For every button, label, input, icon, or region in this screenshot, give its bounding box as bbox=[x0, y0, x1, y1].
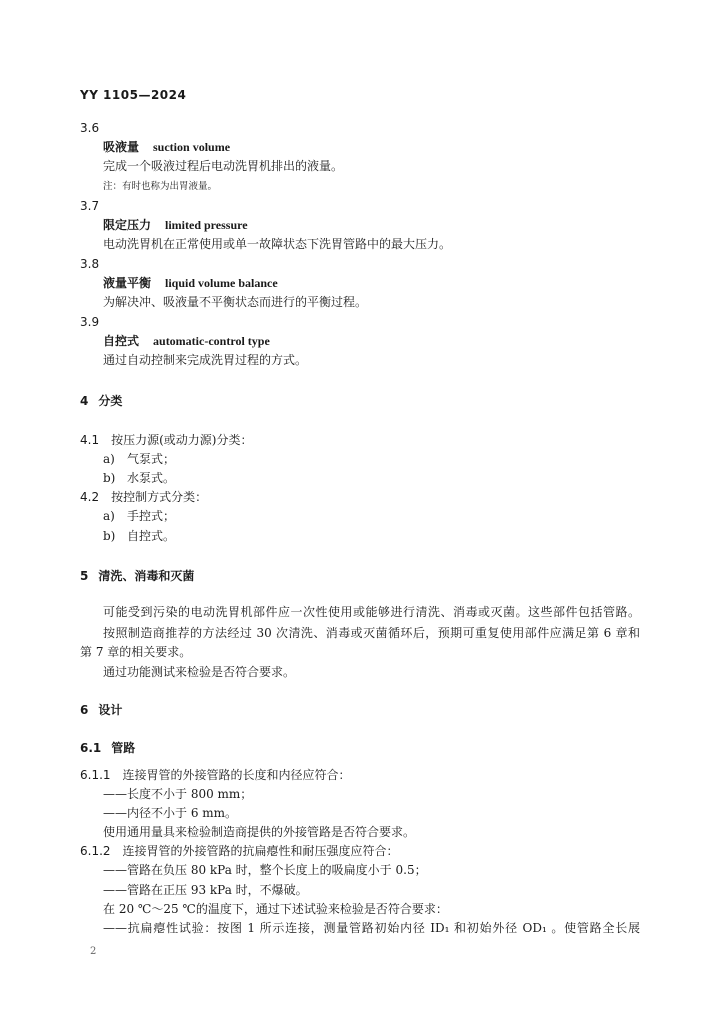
section-number: 6 bbox=[80, 703, 89, 717]
term-en: limited pressure bbox=[165, 218, 248, 232]
paragraph: 可能受到污染的电动洗胃机部件应一次性使用或能够进行清洗、消毒或灭菌。这些部件包括管路。 bbox=[103, 605, 640, 619]
list-item-text: 手控式； bbox=[127, 509, 176, 523]
subsection-heading bbox=[80, 740, 135, 756]
section-number: 4 bbox=[80, 394, 89, 408]
term-heading bbox=[103, 217, 248, 233]
section-title: 设计 bbox=[98, 703, 123, 717]
subsection-title: 管路 bbox=[111, 741, 136, 755]
clause-text: 连接胃管的外接管路的长度和内径应符合： bbox=[122, 768, 351, 782]
subsection-number: 6.1 bbox=[80, 741, 102, 755]
list-item-label: b) bbox=[103, 529, 116, 543]
list-item bbox=[103, 528, 175, 544]
term-definition: 为解决冲、吸液量不平衡状态而进行的平衡过程。 bbox=[103, 295, 368, 309]
section-title: 分类 bbox=[98, 394, 123, 408]
paragraph: 通过功能测试来检验是否符合要求。 bbox=[103, 665, 296, 679]
term-number: 3.7 bbox=[80, 199, 100, 213]
term-zh: 吸液量 bbox=[103, 140, 140, 154]
clause bbox=[80, 843, 399, 859]
list-item-text: 自控式。 bbox=[127, 529, 176, 543]
term-zh: 液量平衡 bbox=[103, 276, 152, 290]
clause-number: 4.1 bbox=[80, 433, 100, 447]
term-en: liquid volume balance bbox=[165, 276, 278, 290]
term-zh: 限定压力 bbox=[103, 218, 152, 232]
clause-number: 6.1.2 bbox=[80, 844, 111, 858]
clause bbox=[80, 489, 207, 505]
list-item bbox=[103, 451, 175, 467]
term-number: 3.9 bbox=[80, 315, 100, 329]
term-zh: 自控式 bbox=[103, 334, 140, 348]
section-heading bbox=[80, 393, 122, 409]
dash-item: ——内径不小于 6 mm。 bbox=[103, 806, 238, 820]
term-heading bbox=[103, 139, 230, 155]
verification-text: 在 20 ℃～25 ℃的温度下，通过下述试验来检验是否符合要求： bbox=[103, 902, 448, 916]
verification-text: 使用通用量具来检验制造商提供的外接管路是否符合要求。 bbox=[103, 825, 416, 839]
clause bbox=[80, 432, 252, 448]
dash-item: ——长度不小于 800 mm； bbox=[103, 787, 253, 801]
term-definition: 电动洗胃机在正常使用或单一故障状态下洗胃管路中的最大压力。 bbox=[103, 237, 452, 251]
list-item-label: a) bbox=[103, 452, 115, 466]
dash-item: ——管路在正压 93 kPa 时，不爆破。 bbox=[103, 883, 308, 897]
term-heading bbox=[103, 333, 270, 349]
list-item-label: a) bbox=[103, 509, 115, 523]
term-heading bbox=[103, 275, 278, 291]
clause-text: 按控制方式分类： bbox=[111, 490, 208, 504]
page-number: 2 bbox=[90, 946, 97, 957]
clause-number: 6.1.1 bbox=[80, 768, 111, 782]
term-definition: 完成一个吸液过程后电动洗胃机排出的液量。 bbox=[103, 159, 344, 173]
list-item-label: b) bbox=[103, 471, 116, 485]
term-number: 3.8 bbox=[80, 257, 100, 271]
section-heading bbox=[80, 568, 194, 584]
term-en: suction volume bbox=[153, 140, 231, 154]
clause-number: 4.2 bbox=[80, 490, 100, 504]
list-item-text: 气泵式； bbox=[127, 452, 176, 466]
term-definition: 通过自动控制来完成洗胃过程的方式。 bbox=[103, 353, 308, 367]
clause-text: 按压力源(或动力源)分类： bbox=[111, 433, 253, 447]
dash-item: ——管路在负压 80 kPa 时，整个长度上的吸扁度小于 0.5； bbox=[103, 863, 427, 877]
header-doc-number: YY 1105—2024 bbox=[80, 88, 187, 102]
dash-item: ——抗扁瘪性试验：按图 1 所示连接，测量管路初始内径 ID₁ 和初始外径 OD₁ 。使管路全长展 bbox=[103, 921, 640, 935]
list-item bbox=[103, 470, 175, 486]
term-en: automatic-control type bbox=[153, 334, 270, 348]
section-title: 清洗、消毒和灭菌 bbox=[98, 569, 195, 583]
section-heading bbox=[80, 702, 122, 718]
term-note: 注：有时也称为出胃液量。 bbox=[103, 181, 218, 192]
paragraph: 按照制造商推荐的方法经过 30 次清洗、消毒或灭菌循环后，预期可重复使用部件应满足第 6 章和 bbox=[103, 626, 640, 640]
list-item bbox=[103, 508, 175, 524]
term-number: 3.6 bbox=[80, 121, 100, 135]
clause bbox=[80, 767, 351, 783]
section-number: 5 bbox=[80, 569, 89, 583]
clause-text: 连接胃管的外接管路的抗扁瘪性和耐压强度应符合： bbox=[122, 844, 399, 858]
paragraph-continued: 第 7 章的相关要求。 bbox=[80, 645, 192, 659]
list-item-text: 水泵式。 bbox=[127, 471, 176, 485]
